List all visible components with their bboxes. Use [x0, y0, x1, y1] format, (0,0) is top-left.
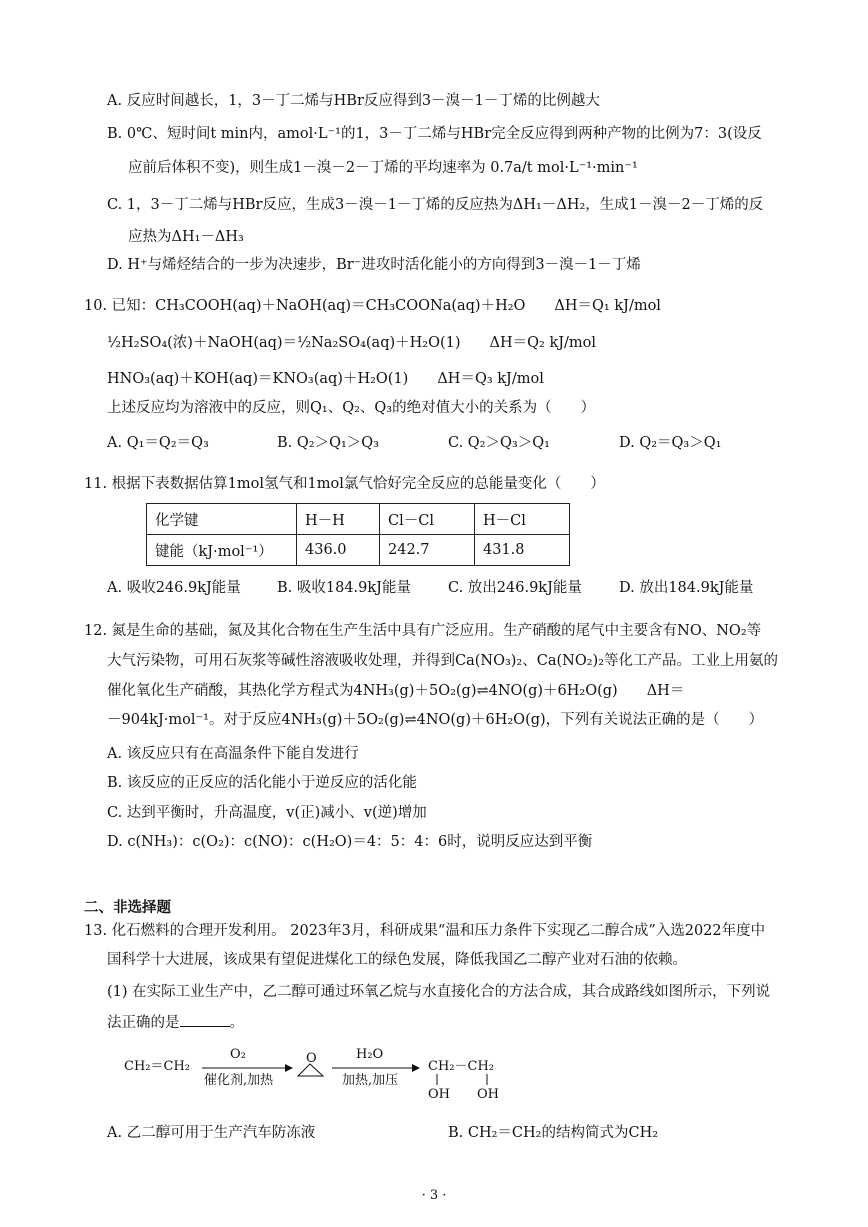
q9-option-a: A. 反应时间越长，1，3－丁二烯与HBr反应得到3－溴－1－丁烯的比例越大	[107, 93, 600, 109]
q12-stem-line2: 大气污染物，可用石灰浆等碱性溶液吸收处理，并得到Ca(NO₃)₂、Ca(NO₂)₂等化工产品。工业上用氨的	[107, 653, 779, 669]
section-heading: 二、非选择题	[84, 899, 171, 916]
table-cell: Cl－Cl	[380, 504, 475, 535]
q12-stem-line3: 催化氧化生产硝酸，其热化学方程式为4NH₃(g)＋5O₂(g)⇌4NO(g)＋6H₂O(g) ΔH＝	[107, 683, 685, 699]
table-cell: 242.7	[380, 535, 475, 566]
table-header-row	[147, 504, 570, 535]
q10-equation-2: ½H₂SO₄(浓)＋NaOH(aq)＝½Na₂SO₄(aq)＋H₂O(1) ΔH＝Q₂ kJ/mol	[107, 335, 597, 351]
q12-option-c: C. 达到平衡时，升高温度，v(正)减小、v(逆)增加	[107, 805, 427, 821]
q12-option-b: B. 该反应的正反应的活化能小于逆反应的活化能	[107, 775, 417, 791]
q10-equation-3: HNO₃(aq)＋KOH(aq)＝KNO₃(aq)＋H₂O(1) ΔH＝Q₃ kJ/mol	[107, 371, 544, 387]
q9-option-c-line1: C. 1，3－丁二烯与HBr反应，生成3－溴－1－丁烯的反应热为ΔH₁－ΔH₂，生成1－溴－2－丁烯的反	[107, 197, 764, 213]
q13-part1-line2	[107, 1012, 244, 1033]
q9-option-d: D. H⁺与烯烃结合的一步为决速步，Br⁻进攻时活化能小的方向得到3－溴－1－丁烯	[107, 257, 641, 273]
scheme-reagent2-bottom: 加热,加压	[342, 1073, 399, 1088]
q10-option-d: D. Q₂＝Q₃＞Q₁	[619, 435, 722, 451]
q10-option-c: C. Q₂＞Q₃＞Q₁	[448, 435, 550, 451]
synthesis-scheme-diagram	[120, 1040, 520, 1102]
scheme-arrowhead-2	[412, 1064, 420, 1072]
q13-stem-line1: 13. 化石燃料的合理开发利用。 2023年3月，科研成果“温和压力条件下实现乙二醇合成”入选2022年度中	[84, 923, 766, 939]
table-cell: 431.8	[475, 535, 570, 566]
table-cell: 436.0	[297, 535, 380, 566]
scheme-epoxide-oxygen: O	[306, 1051, 317, 1066]
table-row	[147, 535, 570, 566]
q10-stem: 上述反应均为溶液中的反应，则Q₁、Q₂、Q₃的绝对值大小的关系为（ ）	[107, 400, 596, 416]
q13-option-a: A. 乙二醇可用于生产汽车防冻液	[107, 1125, 316, 1141]
scheme-reagent1-top: O₂	[230, 1047, 246, 1062]
q9-option-b-line2: 应前后体积不变)，则生成1－溴－2－丁烯的平均速率为 0.7a/t mol·L⁻¹·min⁻¹	[128, 160, 638, 176]
scheme-oh-2: OH	[477, 1087, 499, 1102]
q13-part1-line1: (1) 在实际工业生产中，乙二醇可通过环氧乙烷与水直接化合的方法合成，其合成路线如图所示，下列说	[107, 984, 771, 1000]
q10-option-b: B. Q₂＞Q₁＞Q₃	[277, 435, 379, 451]
table-cell: 化学键	[147, 504, 297, 535]
q12-option-d: D. c(NH₃)：c(O₂)：c(NO)：c(H₂O)＝4：5：4：6时，说明反应达到平衡	[107, 834, 593, 850]
q9-option-c-line2: 应热为ΔH₁－ΔH₃	[128, 229, 244, 245]
scheme-reagent2-top: H₂O	[356, 1047, 384, 1062]
q11-stem: 11. 根据下表数据估算1mol氢气和1mol氯气恰好完全反应的总能量变化（ ）	[84, 476, 605, 492]
q12-stem-line4: －904kJ·mol⁻¹。对于反应4NH₃(g)＋5O₂(g)⇌4NO(g)＋6H₂O(g)，下列有关说法正确的是（ ）	[107, 712, 764, 728]
scheme-oh-1: OH	[428, 1087, 450, 1102]
q13-part1-end: 。	[229, 1015, 244, 1031]
q11-option-c: C. 放出246.9kJ能量	[448, 580, 582, 596]
bond-energy-table	[146, 503, 570, 566]
q13-stem-line2: 国科学十大进展，该成果有望促进煤化工的绿色发展，降低我国乙二醇产业对石油的依赖。	[107, 952, 687, 968]
q11-option-a: A. 吸收246.9kJ能量	[107, 580, 241, 596]
scheme-reagent1-bottom: 催化剂,加热	[204, 1073, 274, 1088]
table-cell: 键能（kJ·mol⁻¹）	[147, 535, 297, 566]
q12-stem-line1: 12. 氮是生命的基础，氮及其化合物在生产生活中具有广泛应用。生产硝酸的尾气中主要含有NO、NO₂等	[84, 623, 762, 639]
q10-equation-1: 10. 已知：CH₃COOH(aq)＋NaOH(aq)＝CH₃COONa(aq)＋H₂O ΔH＝Q₁ kJ/mol	[84, 298, 661, 314]
q9-option-b-line1: B. 0℃、短时间t min内，amol·L⁻¹的1，3－丁二烯与HBr完全反应得到两种产物的比例为7：3(设反	[107, 126, 762, 142]
page-number: · 3 ·	[421, 1188, 447, 1203]
answer-blank[interactable]	[180, 1012, 230, 1027]
q13-option-b: B. CH₂＝CH₂的结构简式为CH₂	[448, 1125, 659, 1141]
q10-option-a: A. Q₁＝Q₂＝Q₃	[107, 435, 209, 451]
scheme-reactant: CH₂＝CH₂	[124, 1059, 190, 1074]
table-cell: H－Cl	[475, 504, 570, 535]
scheme-product: CH₂－CH₂	[428, 1059, 494, 1074]
scheme-arrowhead-1	[285, 1064, 293, 1072]
table-cell: H－H	[297, 504, 380, 535]
q11-option-d: D. 放出184.9kJ能量	[619, 580, 754, 596]
q12-option-a: A. 该反应只有在高温条件下能自发进行	[107, 746, 359, 762]
q11-option-b: B. 吸收184.9kJ能量	[277, 580, 411, 596]
q13-part1-text: 法正确的是	[107, 1015, 180, 1031]
